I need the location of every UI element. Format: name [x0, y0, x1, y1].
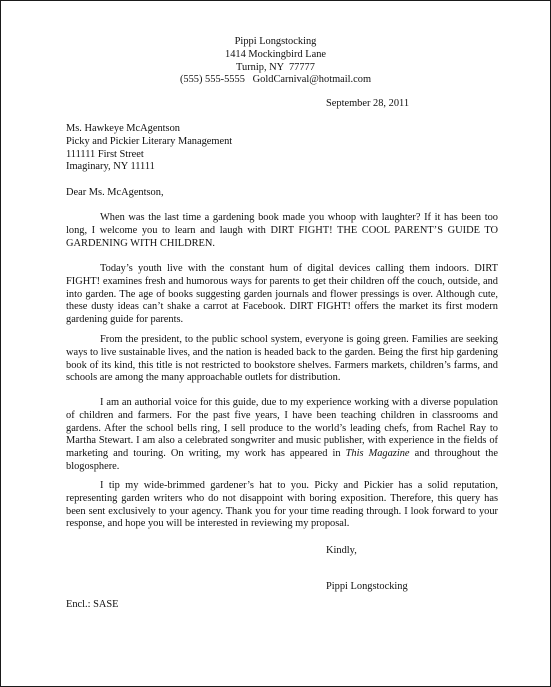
- letter-date: September 28, 2011: [326, 98, 410, 109]
- sender-header: [1, 36, 550, 87]
- recipient-address: [66, 123, 496, 174]
- paragraph-4-text-start: I am an authorial voice for this guide, due to my experience working with a diverse population of children and farmers. For the past five years, I have been teaching children in classrooms and gardens. After the school bells ring, I sell produce to the world’s leading chefs, from Rachel Ray to Martha Stewart. I am also a celebrated songwriter and music publisher, with experience in the fields of marketing and touring. On writing, my work has appeared in: [66, 397, 498, 460]
- sender-contact: (555) 555-5555 GoldCarnival@hotmail.com: [179, 74, 372, 86]
- paragraph-4: [66, 397, 498, 474]
- recipient-city: Imaginary, NY 11111: [66, 161, 155, 173]
- recipient-street: 111111 First Street: [66, 148, 144, 160]
- paragraph-4-text-end: and throughout the blogosphere.: [66, 448, 498, 472]
- paragraph-1-text: When was the last time a gardening book made you whoop with laughter? If it has been too long, I welcome you to learn and laugh with DIRT FIGHT! THE COOL PARENT’S GUIDE TO GARDENING WITH CHILDREN.: [66, 212, 498, 249]
- paragraph-3-text: From the president, to the public school system, everyone is going green. Families are seeking ways to live sustainable lives, and the nation is headed back to the garden. Being the first hip gardening book of its kind, this title is not restricted to bookstore shelves. Farmers markets, children’s farms, and schools are among the many approachable outlets for distribution.: [66, 334, 498, 384]
- paragraph-2: [66, 263, 498, 327]
- sender-street: 1414 Mockingbird Lane: [225, 48, 326, 60]
- signature-name: Pippi Longstocking: [326, 581, 408, 592]
- closing: Kindly,: [326, 545, 357, 556]
- paragraph-3: [66, 334, 498, 385]
- enclosure-note: Encl.: SASE: [66, 599, 119, 610]
- recipient-name: Ms. Hawkeye McAgentson: [66, 123, 180, 134]
- paragraph-5-text: I tip my wide-brimmed gardener’s hat to you. Picky and Pickier has a solid reputation, representing garden writers who do not disappoint with boring exposition. Therefore, this query has been sent exclusively to your agency. Thank you for your time reading through. I look forward to your response, and hope you will be interested in reviewing my proposal.: [66, 480, 498, 530]
- sender-name: Pippi Longstocking: [234, 36, 317, 47]
- magazine-title: This Magazine: [345, 448, 410, 460]
- sender-city: Turnip, NY 77777: [236, 61, 315, 73]
- paragraph-1: [66, 212, 498, 250]
- salutation: Dear Ms. McAgentson,: [66, 187, 164, 198]
- paragraph-2-text: Today’s youth live with the constant hum of digital devices calling them indoors. DIRT FIGHT! examines fresh and humorous ways for parents to get their children off the couch, outside, and into garden. The age of books suggesting garden journals and flower pressings is over. Although cute, these dusty ideas can’t shake a carrot at Facebook. DIRT FIGHT! offers the market its first modern gardening guide for parents.: [66, 263, 498, 326]
- paragraph-4-text: [66, 397, 498, 474]
- recipient-company: Picky and Pickier Literary Management: [66, 135, 233, 147]
- paragraph-5: [66, 480, 498, 531]
